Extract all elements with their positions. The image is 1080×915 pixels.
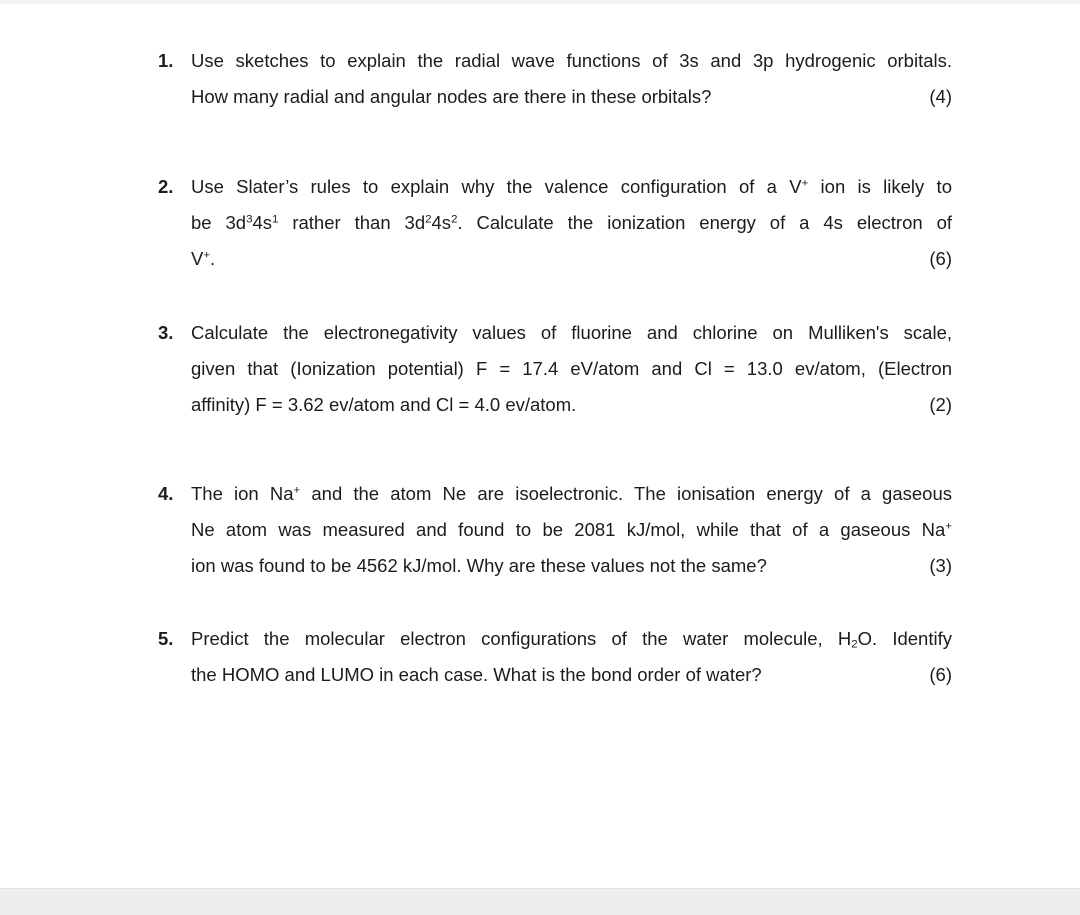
marks-label: (3): [929, 555, 952, 576]
question-text-line: ion was found to be 4562 kJ/mol. Why are these values not the same?: [191, 555, 767, 576]
question-4: [158, 476, 952, 584]
marks-label: (6): [929, 248, 952, 269]
page-bottom-edge: [0, 888, 1080, 915]
question-number: 5.: [158, 628, 174, 649]
question-text-line: be $3d^34s^1$ rather than $3d^24s^2$. Calculate the ionization energy of a 4s electron of: [191, 212, 953, 233]
question-2: [158, 169, 952, 277]
question-number: 1.: [158, 50, 174, 71]
question-text-line: affinity) F = 3.62 ev/atom and Cl = 4.0 ev/atom.: [191, 394, 577, 415]
question-1: [158, 43, 952, 115]
question-number: 3.: [158, 322, 174, 343]
question-text-line: V+. (6): [191, 241, 952, 277]
question-text-line: given that (Ionization potential) F = 17.4 eV/atom and Cl = 13.0 ev/atom, (Electron: [191, 358, 952, 379]
question-text-line: Ne atom was measured and found to be 2081 kJ/mol, while that of a gaseous Na+: [191, 519, 952, 540]
question-text-line: Predict the molecular electron configurations of the water molecule, $H_2O$. Identify: [191, 628, 952, 651]
question-number: 2.: [158, 176, 174, 197]
top-edge: [0, 0, 1080, 4]
question-text-line: the HOMO and LUMO in each case. What is the bond order of water?: [191, 664, 762, 685]
marks-label: (4): [929, 86, 952, 107]
question-number: 4.: [158, 483, 174, 504]
marks-label: (6): [929, 664, 952, 685]
question-3: [158, 315, 952, 423]
question-text-line: Use Slater’s rules to explain why the valence configuration of a V+ ion is likely to: [191, 176, 952, 197]
question-text-line: How many radial and angular nodes are there in these orbitals?: [191, 86, 712, 107]
question-5: [158, 621, 952, 693]
question-text-line: The ion Na+ and the atom Ne are isoelectronic. The ionisation energy of a gaseous: [191, 483, 952, 504]
marks-label: (2): [929, 394, 952, 415]
question-text-line: Calculate the electronegativity values of fluorine and chlorine on Mulliken's scale,: [191, 322, 952, 343]
question-text-line: Use sketches to explain the radial wave functions of 3s and 3p hydrogenic orbitals.: [191, 50, 952, 71]
